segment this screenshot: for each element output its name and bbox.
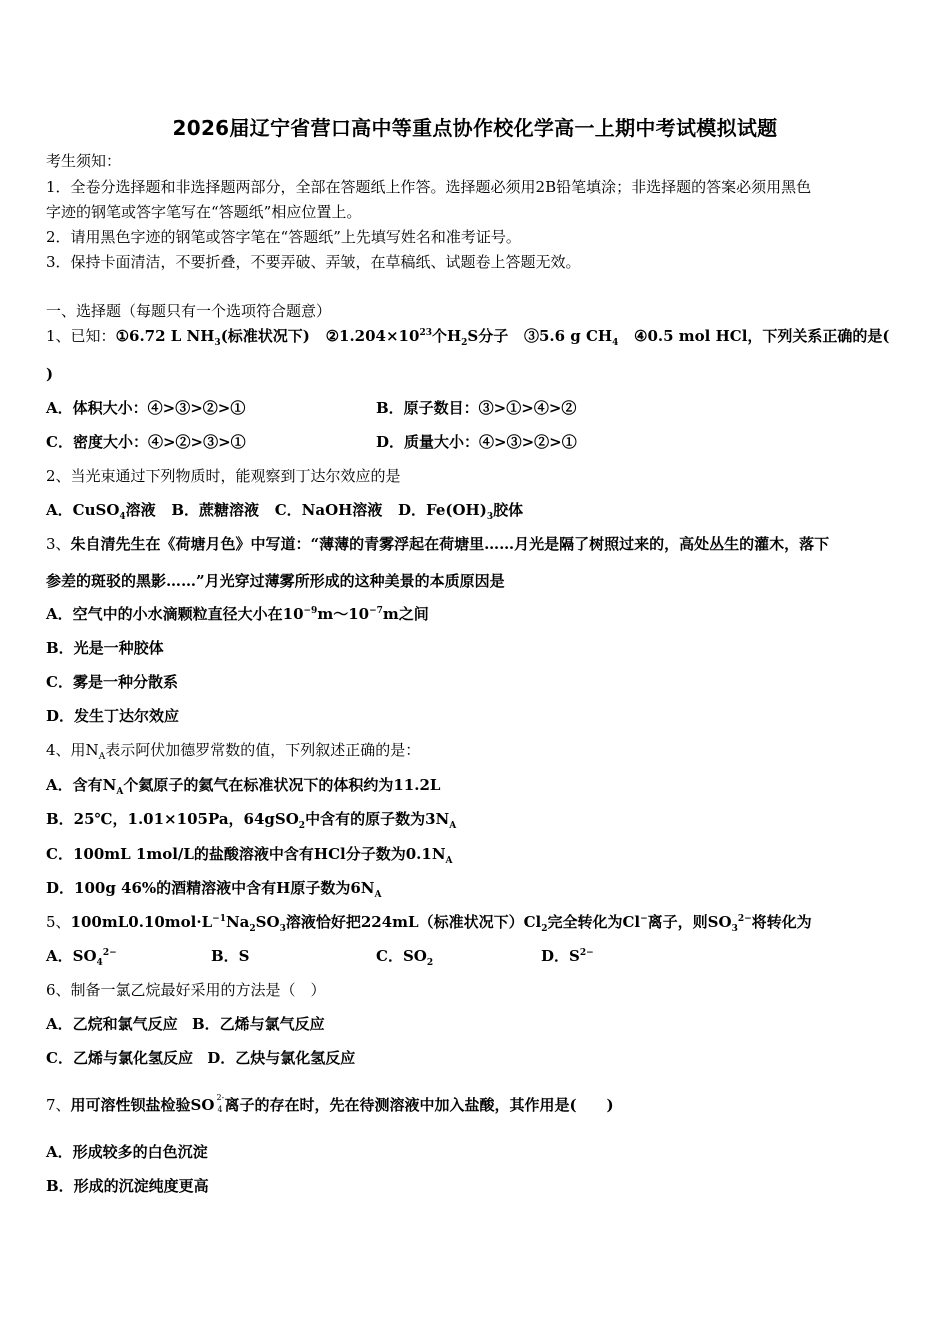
q4-option-c-sub: A (445, 856, 453, 866)
q3-option-a-text2: m～10 (317, 605, 370, 623)
q3-option-b: B．光是一种胶体 (46, 639, 164, 657)
q5-text-3: SO (255, 913, 280, 931)
q1-item2-c: S分子 (467, 327, 509, 345)
q2-options (46, 500, 523, 520)
q3-option-c: C．雾是一种分散系 (46, 673, 178, 691)
question-number: 6、 (46, 981, 71, 999)
q4-option-a-text: A．含有N (46, 776, 117, 794)
q1-item2-sup: 23 (419, 328, 432, 338)
q7-ion-sup: 2- (216, 1093, 225, 1102)
q6-option-b: B．乙烯与氯气反应 (191, 1015, 325, 1033)
q5-option-d (541, 946, 594, 966)
q4-stem-1: 用N (70, 741, 99, 759)
q3-stem-2: 参差的斑驳的黑影……”月光穿过薄雾所形成的这种美景的本质原因是 (46, 572, 505, 590)
q4-option-d (46, 878, 381, 898)
q1-item1-sub: 3 (214, 338, 221, 348)
q4-option-d-text: D．100g 46%的酒精溶液中含有H原子数为6N (46, 879, 375, 897)
question-7-stem (46, 1095, 614, 1116)
q2-option-a-sub: 4 (119, 512, 126, 522)
section-heading: 一、选择题（每题只有一个选项符合题意） (46, 302, 332, 320)
q5-sup-5: − (640, 914, 648, 924)
q5-option-a-text: A．SO (46, 947, 97, 965)
q1-item4: ④0.5 mol HCl，下列关系正确的是( (634, 327, 890, 345)
q1-item2-sub: 2 (461, 338, 468, 348)
q3-option-a-sup1: −9 (303, 606, 318, 616)
sulfate-ion-charge (214, 1093, 225, 1116)
q3-stem-1: 朱自清先生在《荷塘月色》中写道：“薄薄的青雾浮起在荷塘里……月光是隔了树照过来的，高处丛生的灌木，落下 (70, 535, 830, 553)
q6-option-d: D．乙炔与氯化氢反应 (207, 1049, 356, 1067)
notice-item-1: 1．全卷分选择题和非选择题两部分，全部在答题纸上作答。选择题必须用2B铅笔填涂；非选择题的答案必须用黑色 (46, 178, 812, 196)
q5-option-c-text: C．SO (376, 947, 427, 965)
question-number: 3、 (46, 535, 71, 553)
q5-sub-2: 2 (249, 924, 256, 934)
question-4-stem (46, 740, 420, 760)
q3-option-a-text3: m之间 (382, 605, 429, 623)
q3-option-a (46, 604, 429, 624)
q5-text-4: 溶液恰好把224mL（标准状况下）Cl (285, 913, 542, 931)
q4-option-b-sub2: A (449, 821, 457, 831)
notice-item-3: 3．保持卡面清洁，不要折叠，不要弄破、弄皱，在草稿纸、试题卷上答题无效。 (46, 253, 581, 271)
q1-option-d: D．质量大小：④>③>②>① (376, 433, 577, 451)
q4-option-c (46, 844, 453, 864)
q1-pre: 已知： (70, 327, 116, 345)
question-number: 5、 (46, 913, 71, 931)
q3-option-a-sup2: −7 (369, 606, 383, 616)
q7-text-2: 离子的存在时，先在待测溶液中加入盐酸，其作用是( ) (224, 1096, 614, 1114)
q3-option-a-text: A．空气中的小水滴颗粒直径大小在10 (46, 605, 304, 623)
page-title: 2026届辽宁省营口高中等重点协作校化学高一上期中考试模拟试题 (172, 116, 778, 140)
question-number: 7、 (46, 1096, 71, 1114)
q2-option-a-tail: 溶液 (125, 501, 156, 519)
q5-option-a-sup: 2− (102, 948, 117, 958)
question-number: 4、 (46, 741, 71, 759)
q5-option-a (46, 946, 117, 966)
q2-stem: 当光束通过下列物质时，能观察到丁达尔效应的是 (70, 467, 401, 485)
question-2-stem (46, 466, 401, 486)
q5-sub-3: 3 (279, 924, 286, 934)
q1-item1: ①6.72 L NH (115, 327, 215, 345)
q5-option-c (376, 946, 433, 966)
q4-option-b-sub: 2 (298, 821, 306, 831)
notice-heading: 考生须知： (46, 152, 122, 170)
q5-sup-1: −1 (212, 914, 226, 924)
q2-option-b: B．蔗糖溶液 (171, 501, 260, 519)
q5-option-a-sub: 4 (96, 958, 103, 968)
q1-item1-b: (标准状况下) (220, 327, 310, 345)
q5-option-d-sup: 2− (579, 948, 594, 958)
q5-text-6: 离子，则SO (647, 913, 732, 931)
q4-option-b-text2: 中含有的原子数为3N (305, 810, 450, 828)
question-5-stem (46, 912, 812, 932)
q1-option-b: B．原子数目：③>①>④>② (376, 399, 577, 417)
q6-option-c: C．乙烯与氯化氢反应 (46, 1049, 193, 1067)
q5-option-d-text: D．S (541, 947, 580, 965)
notice-item-2: 2．请用黑色字迹的钢笔或答字笔在“答题纸”上先填写姓名和准考证号。 (46, 228, 521, 246)
q4-option-b-text: B．25℃，1.01×105Pa，64gSO (46, 810, 299, 828)
q4-option-c-text: C．100mL 1mol/L的盐酸溶液中含有HCl分子数为0.1N (46, 845, 446, 863)
q5-text-1: 100mL0.10mol·L (70, 913, 213, 931)
q6-options-row1 (46, 1014, 325, 1034)
q7-ion-sub: 4 (217, 1105, 223, 1114)
question-6-stem (46, 980, 326, 1000)
q2-option-d-sub: 3 (486, 512, 494, 522)
q4-option-b (46, 809, 456, 829)
q7-option-b: B．形成的沉淀纯度更高 (46, 1177, 209, 1195)
q4-option-a-sub: A (116, 787, 124, 797)
q1-item3-sub: 4 (612, 338, 619, 348)
q5-sup-6: 2− (737, 914, 752, 924)
question-number: 1、 (46, 327, 71, 345)
q1-option-a: A．体积大小：④>③>②>① (46, 399, 246, 417)
q1-item2: ②1.204×10 (325, 327, 420, 345)
q5-text-5: 完全转化为Cl (547, 913, 641, 931)
q4-option-d-sub: A (374, 890, 382, 900)
q4-option-a-text2: 个氦原子的氦气在标准状况下的体积约为11.2L (123, 776, 441, 794)
question-number: 2、 (46, 467, 71, 485)
q1-item3: ③5.6 g CH (523, 327, 613, 345)
question-3-stem (46, 534, 829, 554)
q4-option-a (46, 775, 440, 795)
q5-option-b: B．S (211, 947, 250, 965)
q5-text-7: 将转化为 (751, 913, 812, 931)
question-1-close: ) (46, 365, 54, 383)
q6-option-a: A．乙烷和氯气反应 (46, 1015, 178, 1033)
q7-option-a: A．形成较多的白色沉淀 (46, 1143, 208, 1161)
notice-item-1-cont: 字迹的钢笔或答字笔写在“答题纸”相应位置上。 (46, 203, 362, 221)
q4-stem-sub: A (98, 752, 106, 762)
q4-stem-2: 表示阿伏加德罗常数的值，下列叙述正确的是： (105, 741, 421, 759)
q7-text-1: 用可溶性钡盐检验SO (70, 1096, 215, 1114)
q1-option-c: C．密度大小：④>②>③>① (46, 433, 246, 451)
q6-options-row2 (46, 1048, 355, 1068)
q2-option-d: D．Fe(OH) (397, 501, 487, 519)
q2-option-d-tail: 胶体 (493, 501, 524, 519)
q6-stem: 制备一氯乙烷最好采用的方法是（ ） (70, 981, 326, 999)
q2-option-a: A．CuSO (46, 501, 120, 519)
q1-item2-b: 个H (431, 327, 462, 345)
q2-option-c: C．NaOH溶液 (274, 501, 383, 519)
q5-sub-6: 3 (731, 924, 738, 934)
q5-sub-4: 2 (541, 924, 548, 934)
q3-option-d: D．发生丁达尔效应 (46, 707, 180, 725)
q5-option-c-sub: 2 (426, 958, 434, 968)
question-1-stem (46, 326, 890, 346)
q5-text-2: Na (225, 913, 250, 931)
